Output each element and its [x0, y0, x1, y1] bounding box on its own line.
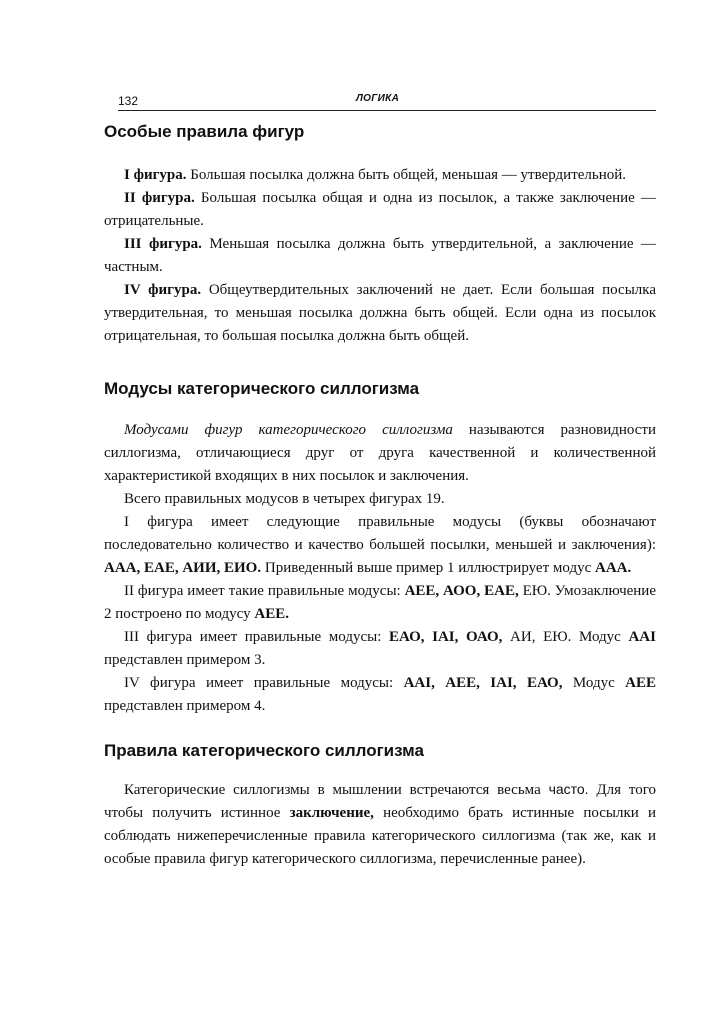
section-heading-special-rules: Особые правила фигур [104, 122, 305, 141]
modus: АЕЕ. [254, 606, 289, 622]
paragraph-modes-count: Всего правильных модусов в четырех фигурах 19. [124, 491, 445, 507]
paragraph-text: Большая посылка должна быть общей, меньшая — утвердительной. [186, 167, 627, 183]
paragraph-text: II фигура имеет такие правильные модусы: [124, 583, 405, 599]
paragraph-modes-definition [104, 419, 656, 488]
modus: AAI [628, 629, 656, 645]
modes-text [104, 419, 656, 718]
paragraph-text: представлен примером 4. [104, 698, 266, 714]
paragraph-figure-1 [104, 164, 656, 187]
paragraph-figure-1-modes [104, 511, 656, 580]
paragraph-figure-4-modes [104, 672, 656, 718]
running-title: ЛОГИКА [356, 93, 400, 104]
modus: АЕЕ [625, 675, 656, 691]
special-rules-text [104, 164, 656, 348]
paragraph-text: Для того чтобы получить истинное [104, 782, 656, 821]
rules-text [104, 778, 656, 871]
paragraph-text: заключение, [289, 805, 374, 821]
defined-term: Модусами фигур категорического силлогизма [124, 422, 453, 438]
modes-list: ААА, ЕАЕ, АИИ, ЕИО. [104, 560, 262, 576]
modes-list: АЕЕ, АОО, ЕАЕ, [404, 583, 519, 599]
figure-label: II фигура. [124, 190, 195, 206]
paragraph-text: необходимо брать истинные посылки и соблюдать нижеперечисленные правила категорического силлогизма (так же, как и особые правила фигур категорического силлогизма, перечисленные ранее). [104, 805, 656, 867]
paragraph-text: ЕЮ. Умозаключение 2 построено по модусу [104, 583, 656, 622]
paragraph-figure-2-modes [104, 580, 656, 626]
page-number: 132 [118, 94, 139, 108]
section-heading-modes: Модусы категорического силлогизма [104, 379, 420, 398]
modes-list: ЕАО, IAI, ОАО, [389, 629, 503, 645]
paragraph-figure-3 [104, 233, 656, 279]
figure-label: IV фигура. [124, 282, 202, 298]
running-header [118, 92, 656, 111]
figure-label: I фигура. [124, 167, 187, 183]
paragraph-text: Большая посылка общая и одна из посылок, а также заключение — отрицательные. [104, 190, 656, 229]
figure-label: III фигура. [124, 236, 202, 252]
paragraph-text: Меньшая посылка должна быть утвердительной, а заключение — частным. [104, 236, 657, 275]
paragraph-text: I фигура имеет следующие правильные модусы (буквы обозначают последовательно количество и качество большей посылки, меньшей и заключения): [104, 514, 656, 553]
paragraph-text: Модус [562, 675, 626, 691]
paragraph-text: АИ, ЕЮ. Модус [502, 629, 629, 645]
section-heading-rules: Правила категорического силлогизма [104, 741, 424, 760]
paragraph-figure-2 [104, 187, 656, 233]
paragraph-text: называются разновидности силлогизма, отличающиеся друг от друга качественной и количественной характеристикой входящих в них посылок и заключения. [104, 422, 656, 484]
paragraph-text: III фигура имеет правильные модусы: [124, 629, 389, 645]
paragraph-rules-intro [104, 778, 656, 871]
paragraph-text: представлен примером 3. [104, 652, 266, 668]
paragraph-text: IV фигура имеет правильные модусы: [124, 675, 404, 691]
modus: ААА. [595, 560, 632, 576]
paragraph-text: Приведенный выше пример 1 иллюстрирует модус [261, 560, 595, 576]
modes-list: AAI, АЕЕ, IAI, ЕАО, [403, 675, 563, 691]
paragraph-figure-3-modes [104, 626, 656, 672]
paragraph-text: часто. [548, 781, 589, 797]
paragraph-figure-4 [104, 279, 656, 348]
paragraph-text: Общеутвердительных заключений не дает. Если большая посылка утвердительная, то меньшая посылка должна быть общей. Если одна из посылок отрицательная, то большая посылка должна быть общей. [104, 282, 656, 344]
paragraph-text: Категорические силлогизмы в мышлении встречаются весьма [124, 782, 549, 798]
